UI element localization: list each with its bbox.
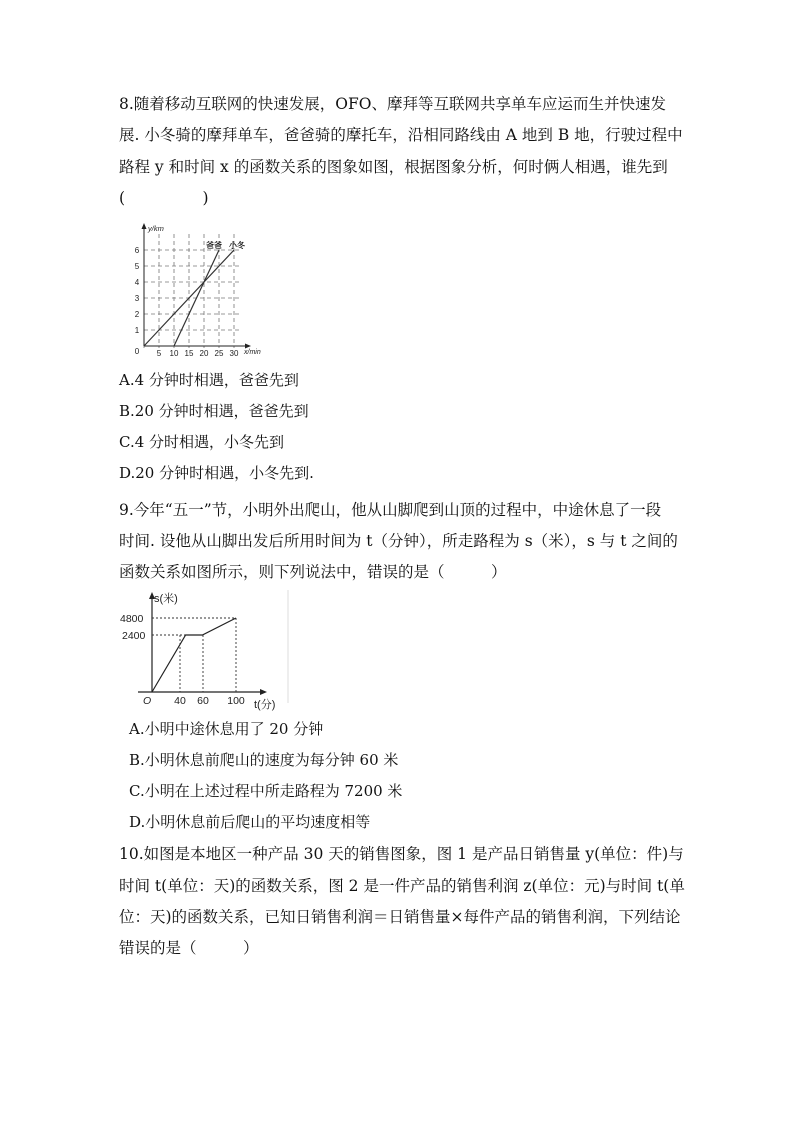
q9-text-line-3: 函数关系如图所示，则下列说法中，错误的是（ ） xyxy=(119,563,507,581)
x-tick-label: 10 xyxy=(169,349,179,358)
x-axis-label: t(分) xyxy=(254,699,276,711)
q8-option-c[interactable]: C.4 分时相遇，小冬先到 xyxy=(119,433,285,451)
y-axis-label: s(米) xyxy=(154,593,178,605)
y-tick-label: 3 xyxy=(134,294,140,303)
origin-label: O xyxy=(143,695,152,707)
y-tick-label: 4800 xyxy=(120,613,144,625)
y-tick-label: 4 xyxy=(134,278,140,287)
origin-label: 0 xyxy=(134,347,140,356)
y-tick-label: 6 xyxy=(134,246,140,255)
x-axis-arrow xyxy=(260,689,267,695)
q8-text-line-3: 路程 y 和时间 x 的函数关系的图象如图，根据图象分析，何时俩人相遇，谁先到 xyxy=(119,158,668,176)
q8-text-line-4: ( ) xyxy=(119,189,209,207)
x-tick-label: 15 xyxy=(184,349,194,358)
q9-option-d[interactable]: D.小明休息前后爬山的平均速度相等 xyxy=(129,813,371,831)
y-tick-label: 2400 xyxy=(122,630,146,642)
q8-text-line-1: 8.随着移动互联网的快速发展，OFO、摩拜等互联网共享单车应运而生并快速发 xyxy=(119,95,666,113)
q9-option-a[interactable]: A.小明中途休息用了 20 分钟 xyxy=(129,720,324,738)
q10-text-line-2: 时间 t(单位：天)的函数关系，图 2 是一件产品的销售利润 z(单位：元)与时间 t(单 xyxy=(119,877,685,895)
q9-text-line-1: 9.今年“五一”节，小明外出爬山，他从山脚爬到山顶的过程中，中途休息了一段 xyxy=(119,501,662,519)
q9-option-b[interactable]: B.小明休息前爬山的速度为每分钟 60 米 xyxy=(129,751,399,769)
legend-xiaodong-label: 小冬 xyxy=(229,241,245,250)
q8-option-b[interactable]: B.20 分钟时相遇，爸爸先到 xyxy=(119,402,309,420)
q8-option-d[interactable]: D.20 分钟时相遇，小冬先到. xyxy=(119,464,314,482)
q10-text-line-1: 10.如图是本地区一种产品 30 天的销售图象，图 1 是产品日销售量 y(单位：件)与 xyxy=(119,845,684,863)
q9-chart xyxy=(118,588,293,713)
q10-text-line-4: 错误的是（ ） xyxy=(119,939,259,957)
q9-text-line-2: 时间. 设他从山脚出发后所用时间为 t（分钟），所走路程为 s（米），s 与 t 之间的 xyxy=(119,532,678,550)
q8-chart xyxy=(120,220,290,360)
y-axis-label: y/km xyxy=(148,224,164,233)
x-axis-arrow xyxy=(245,344,251,349)
x-tick-label: 60 xyxy=(197,695,209,707)
series-line-distance xyxy=(152,618,236,692)
legend-dad-label: 爸爸 xyxy=(206,241,222,250)
q9-option-c[interactable]: C.小明在上述过程中所走路程为 7200 米 xyxy=(129,782,403,800)
y-axis-arrow xyxy=(142,223,147,229)
x-tick-label: 100 xyxy=(227,695,245,707)
q10-text-line-3: 位：天)的函数关系，已知日销售利润＝日销售量×每件产品的销售利润，下列结论 xyxy=(119,908,681,926)
y-tick-label: 1 xyxy=(134,326,140,335)
x-tick-label: 20 xyxy=(199,349,209,358)
q8-option-a[interactable]: A.4 分钟时相遇，爸爸先到 xyxy=(119,371,299,389)
y-tick-label: 2 xyxy=(134,310,140,319)
x-axis-label: x/min xyxy=(244,349,261,356)
y-tick-label: 5 xyxy=(134,262,140,271)
x-tick-label: 30 xyxy=(229,349,239,358)
x-tick-label: 5 xyxy=(156,349,162,358)
q8-text-line-2: 展. 小冬骑的摩拜单车，爸爸骑的摩托车，沿相同路线由 A 地到 B 地，行驶过程中 xyxy=(119,126,683,144)
x-tick-label: 25 xyxy=(214,349,224,358)
x-tick-label: 40 xyxy=(174,695,186,707)
